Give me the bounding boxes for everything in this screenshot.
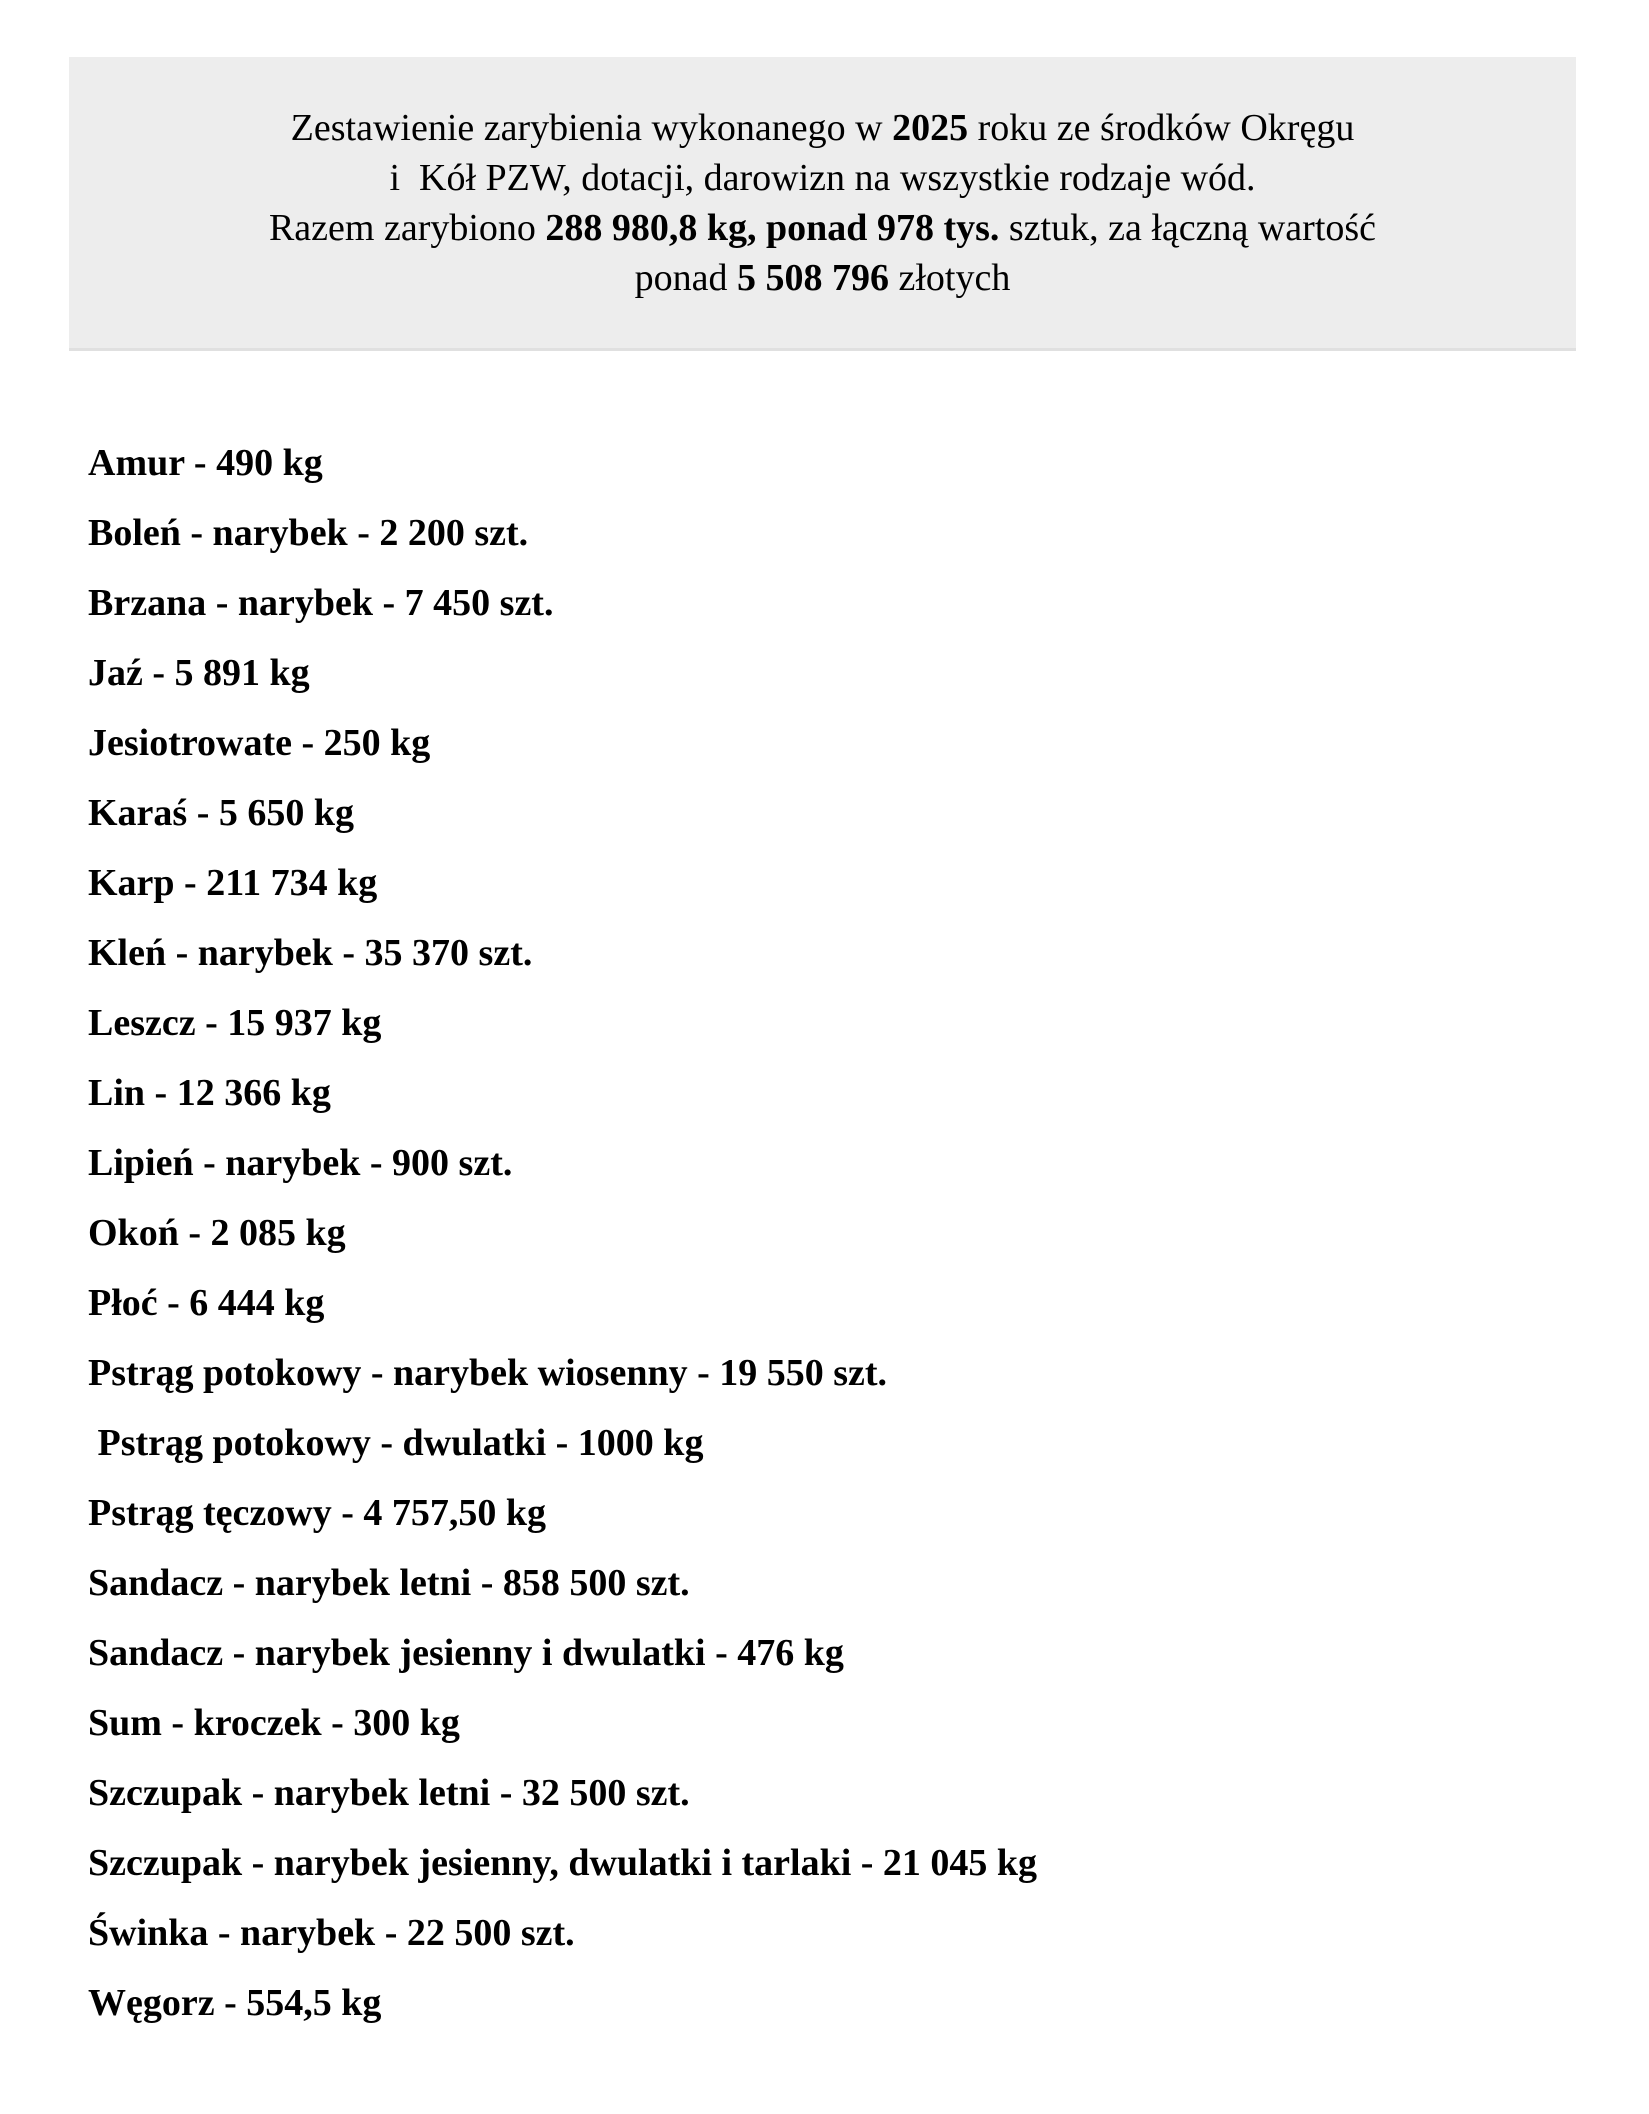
- list-item: Jesiotrowate - 250 kg: [88, 722, 431, 764]
- header-line-1: [269, 103, 1376, 153]
- summary-header-text: [269, 103, 1376, 303]
- list-item: Amur - 490 kg: [88, 442, 323, 484]
- summary-header-box: [69, 57, 1576, 351]
- header-text-segment: roku ze środków Okręgu: [968, 106, 1355, 149]
- header-text-segment: i Kół PZW, dotacji, darowizn na wszystkie rodzaje wód.: [389, 156, 1256, 199]
- header-text-segment: złotych: [889, 256, 1011, 299]
- list-item: Sum - kroczek - 300 kg: [88, 1702, 460, 1744]
- list-item: Boleń - narybek - 2 200 szt.: [88, 512, 529, 554]
- header-year-value: 2025: [892, 106, 969, 149]
- header-line-2: [269, 153, 1376, 203]
- header-text-segment: ponad: [634, 256, 737, 299]
- list-item: Lipień - narybek - 900 szt.: [88, 1142, 513, 1184]
- header-text-segment: sztuk, za łączną wartość: [999, 206, 1377, 249]
- list-item: Sandacz - narybek letni - 858 500 szt.: [88, 1562, 690, 1604]
- list-item: Pstrąg tęczowy - 4 757,50 kg: [88, 1492, 547, 1534]
- list-item: Lin - 12 366 kg: [88, 1072, 331, 1114]
- list-item: Szczupak - narybek jesienny, dwulatki i tarlaki - 21 045 kg: [88, 1842, 1038, 1884]
- header-line-4: [269, 253, 1376, 303]
- list-item: Karp - 211 734 kg: [88, 862, 378, 904]
- header-text-segment: Razem zarybiono: [268, 206, 546, 249]
- header-total-weight-value: 288 980,8 kg, ponad 978 tys.: [545, 206, 1000, 249]
- list-item: Okoń - 2 085 kg: [88, 1212, 346, 1254]
- list-item: Świnka - narybek - 22 500 szt.: [88, 1912, 575, 1954]
- list-item: Pstrąg potokowy - narybek wiosenny - 19 550 szt.: [88, 1352, 888, 1394]
- header-total-value: 5 508 796: [737, 256, 889, 299]
- list-item: Płoć - 6 444 kg: [88, 1282, 325, 1324]
- list-item: Sandacz - narybek jesienny i dwulatki - 476 kg: [88, 1632, 844, 1674]
- list-item: Pstrąg potokowy - dwulatki - 1000 kg: [88, 1422, 704, 1464]
- header-line-3: [269, 203, 1376, 253]
- header-text-segment: Zestawienie zarybienia wykonanego w: [290, 106, 893, 149]
- list-item: Brzana - narybek - 7 450 szt.: [88, 582, 554, 624]
- list-item: Leszcz - 15 937 kg: [88, 1002, 382, 1044]
- stocking-list: [88, 428, 1588, 2038]
- list-item: Węgorz - 554,5 kg: [88, 1982, 382, 2024]
- list-item: Karaś - 5 650 kg: [88, 792, 354, 834]
- list-item: Szczupak - narybek letni - 32 500 szt.: [88, 1772, 690, 1814]
- list-item: Jaź - 5 891 kg: [88, 652, 310, 694]
- list-item: Kleń - narybek - 35 370 szt.: [88, 932, 533, 974]
